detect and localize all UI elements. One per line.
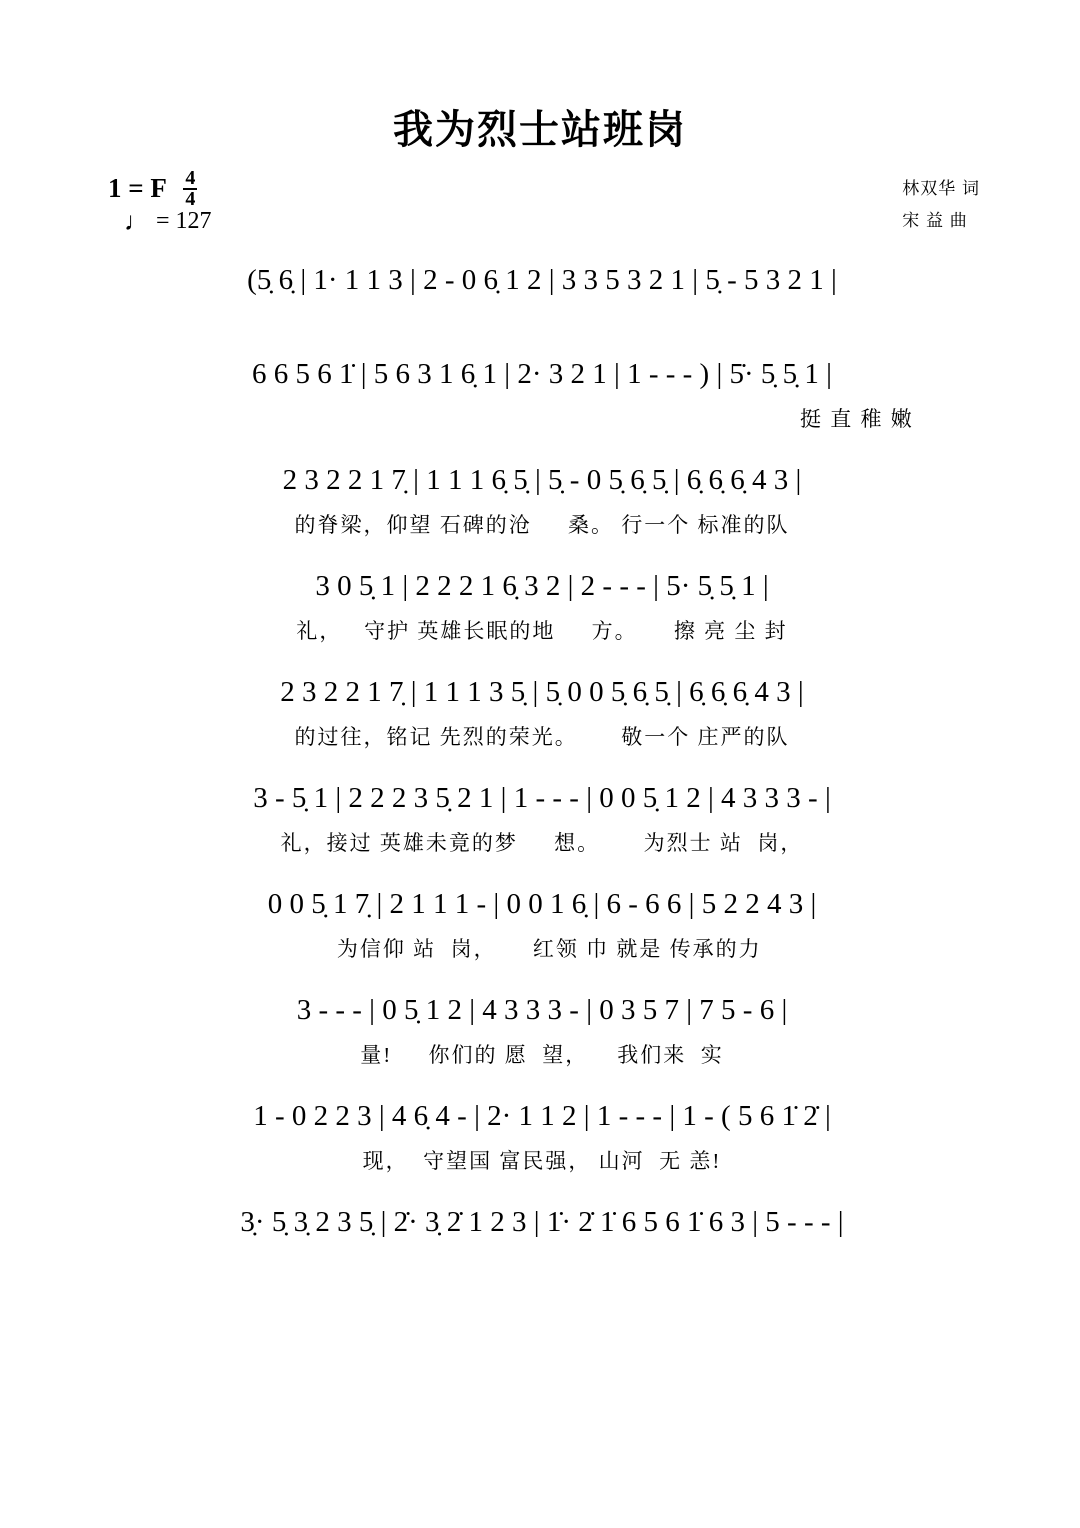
notation-line: (5̣ 6̣ | 1· 1 1 3 | 2 - 0 6̣ 1 2 | 3 3 5 3 2 1 | 5̣ - 5 3 2 1 |: [247, 263, 837, 296]
score-system-9: [100, 1089, 984, 1177]
score-body: [0, 253, 1080, 1283]
time-signature-bottom: 4: [185, 188, 196, 210]
page-title: 我为烈士站班岗: [393, 108, 687, 152]
score-system-8: [100, 983, 984, 1071]
composer-credit: 宋 益 曲: [902, 211, 968, 231]
score-system-4: [100, 559, 984, 647]
score-system-5: [100, 665, 984, 753]
time-signature: [183, 169, 197, 209]
notation-line: 3 - 5̣ 1 | 2 2 2 3 5̣ 2 1 | 1 - - - | 0 0 5̣ 1 2 | 4 3 3 3 - |: [253, 781, 831, 814]
notation-line: 2 3 2 2 1 7̣ | 1 1 1 3 5̣ | 5̣ 0 0 5̣ 6̣ 5̣ | 6̣ 6̣ 6̣ 4 3 |: [280, 675, 804, 708]
quarter-note-icon: ♩: [124, 207, 150, 236]
tempo-marking: [124, 205, 212, 235]
lyrics-line: 礼，接过 英雄未竟的梦 想。 为烈士 站 岗，: [280, 831, 804, 855]
notation-line: 3̣· 5̣ 3̣ 2 3 5̣ | 2̇· 3̣ 2̇ 1 2 3 | 1̇· 2̇ 1̇ 6 5 6 1̇ 6 3 | 5 - - - |: [240, 1205, 844, 1238]
score-system-3: [100, 453, 984, 541]
lyricist-credit: 林双华 词: [902, 179, 980, 198]
lyrics-line: 的脊梁，仰望 石碑的沧 桑。 行一个 标准的队: [294, 513, 790, 537]
credits: [902, 173, 980, 238]
score-system-10: [100, 1195, 984, 1283]
lyrics-line: 的过往，铭记 先烈的荣光。 敬一个 庄严的队: [294, 725, 790, 749]
notation-line: 6 6 5 6 1̇ | 5 6 3 1 6̣ 1 | 2· 3 2 1 | 1 - - - ) | 5̇· 5̣ 5̣ 1 |: [252, 357, 832, 390]
score-system-6: [100, 771, 984, 859]
lyrics-line: 量! 你们的 愿 望， 我们来 实: [360, 1043, 724, 1067]
lyrics-line: [100, 1249, 984, 1283]
key-signature-label: 1 = F: [108, 172, 167, 203]
lyrics-line: 挺 直 稚 嫩: [800, 407, 914, 431]
notation-line: 0 0 5̣ 1 7̣ | 2 1 1 1 - | 0 0 1 6̣ | 6 - 6 6 | 5 2 2 4 3 |: [267, 887, 817, 920]
time-signature-top: 4: [185, 167, 196, 189]
notation-line: 3 0 5̣ 1 | 2 2 2 1 6̣ 3 2 | 2 - - - | 5· 5̣ 5̣ 1 |: [315, 569, 769, 602]
score-system-1: [100, 253, 984, 341]
lyrics-line: 礼， 守护 英雄长眠的地 方。 擦 亮 尘 封: [296, 619, 788, 643]
lyrics-line: 现， 守望国 富民强， 山河 无 恙!: [362, 1149, 722, 1173]
notation-line: 2 3 2 2 1 7̣ | 1 1 1 6̣ 5̣ | 5̣ - 0 5̣ 6̣ 5̣ | 6̣ 6̣ 6̣ 4 3 |: [282, 463, 802, 496]
score-system-2: [100, 347, 984, 435]
notation-line: 3 - - - | 0 5̣ 1 2 | 4 3 3 3 - | 0 3 5 7 | 7 5 - 6 |: [296, 993, 788, 1026]
lyrics-line: [100, 307, 984, 341]
score-header: [0, 165, 1080, 249]
score-system-7: [100, 877, 984, 965]
notation-line: 1 - 0 2 2 3 | 4 6̣ 4 - | 2· 1 1 2 | 1 - - - | 1 - ( 5 6 1̇ 2̇ |: [253, 1099, 831, 1132]
tempo-value: = 127: [156, 208, 212, 234]
lyrics-line: 为信仰 站 岗， 红领 巾 就是 传承的力: [322, 937, 762, 961]
